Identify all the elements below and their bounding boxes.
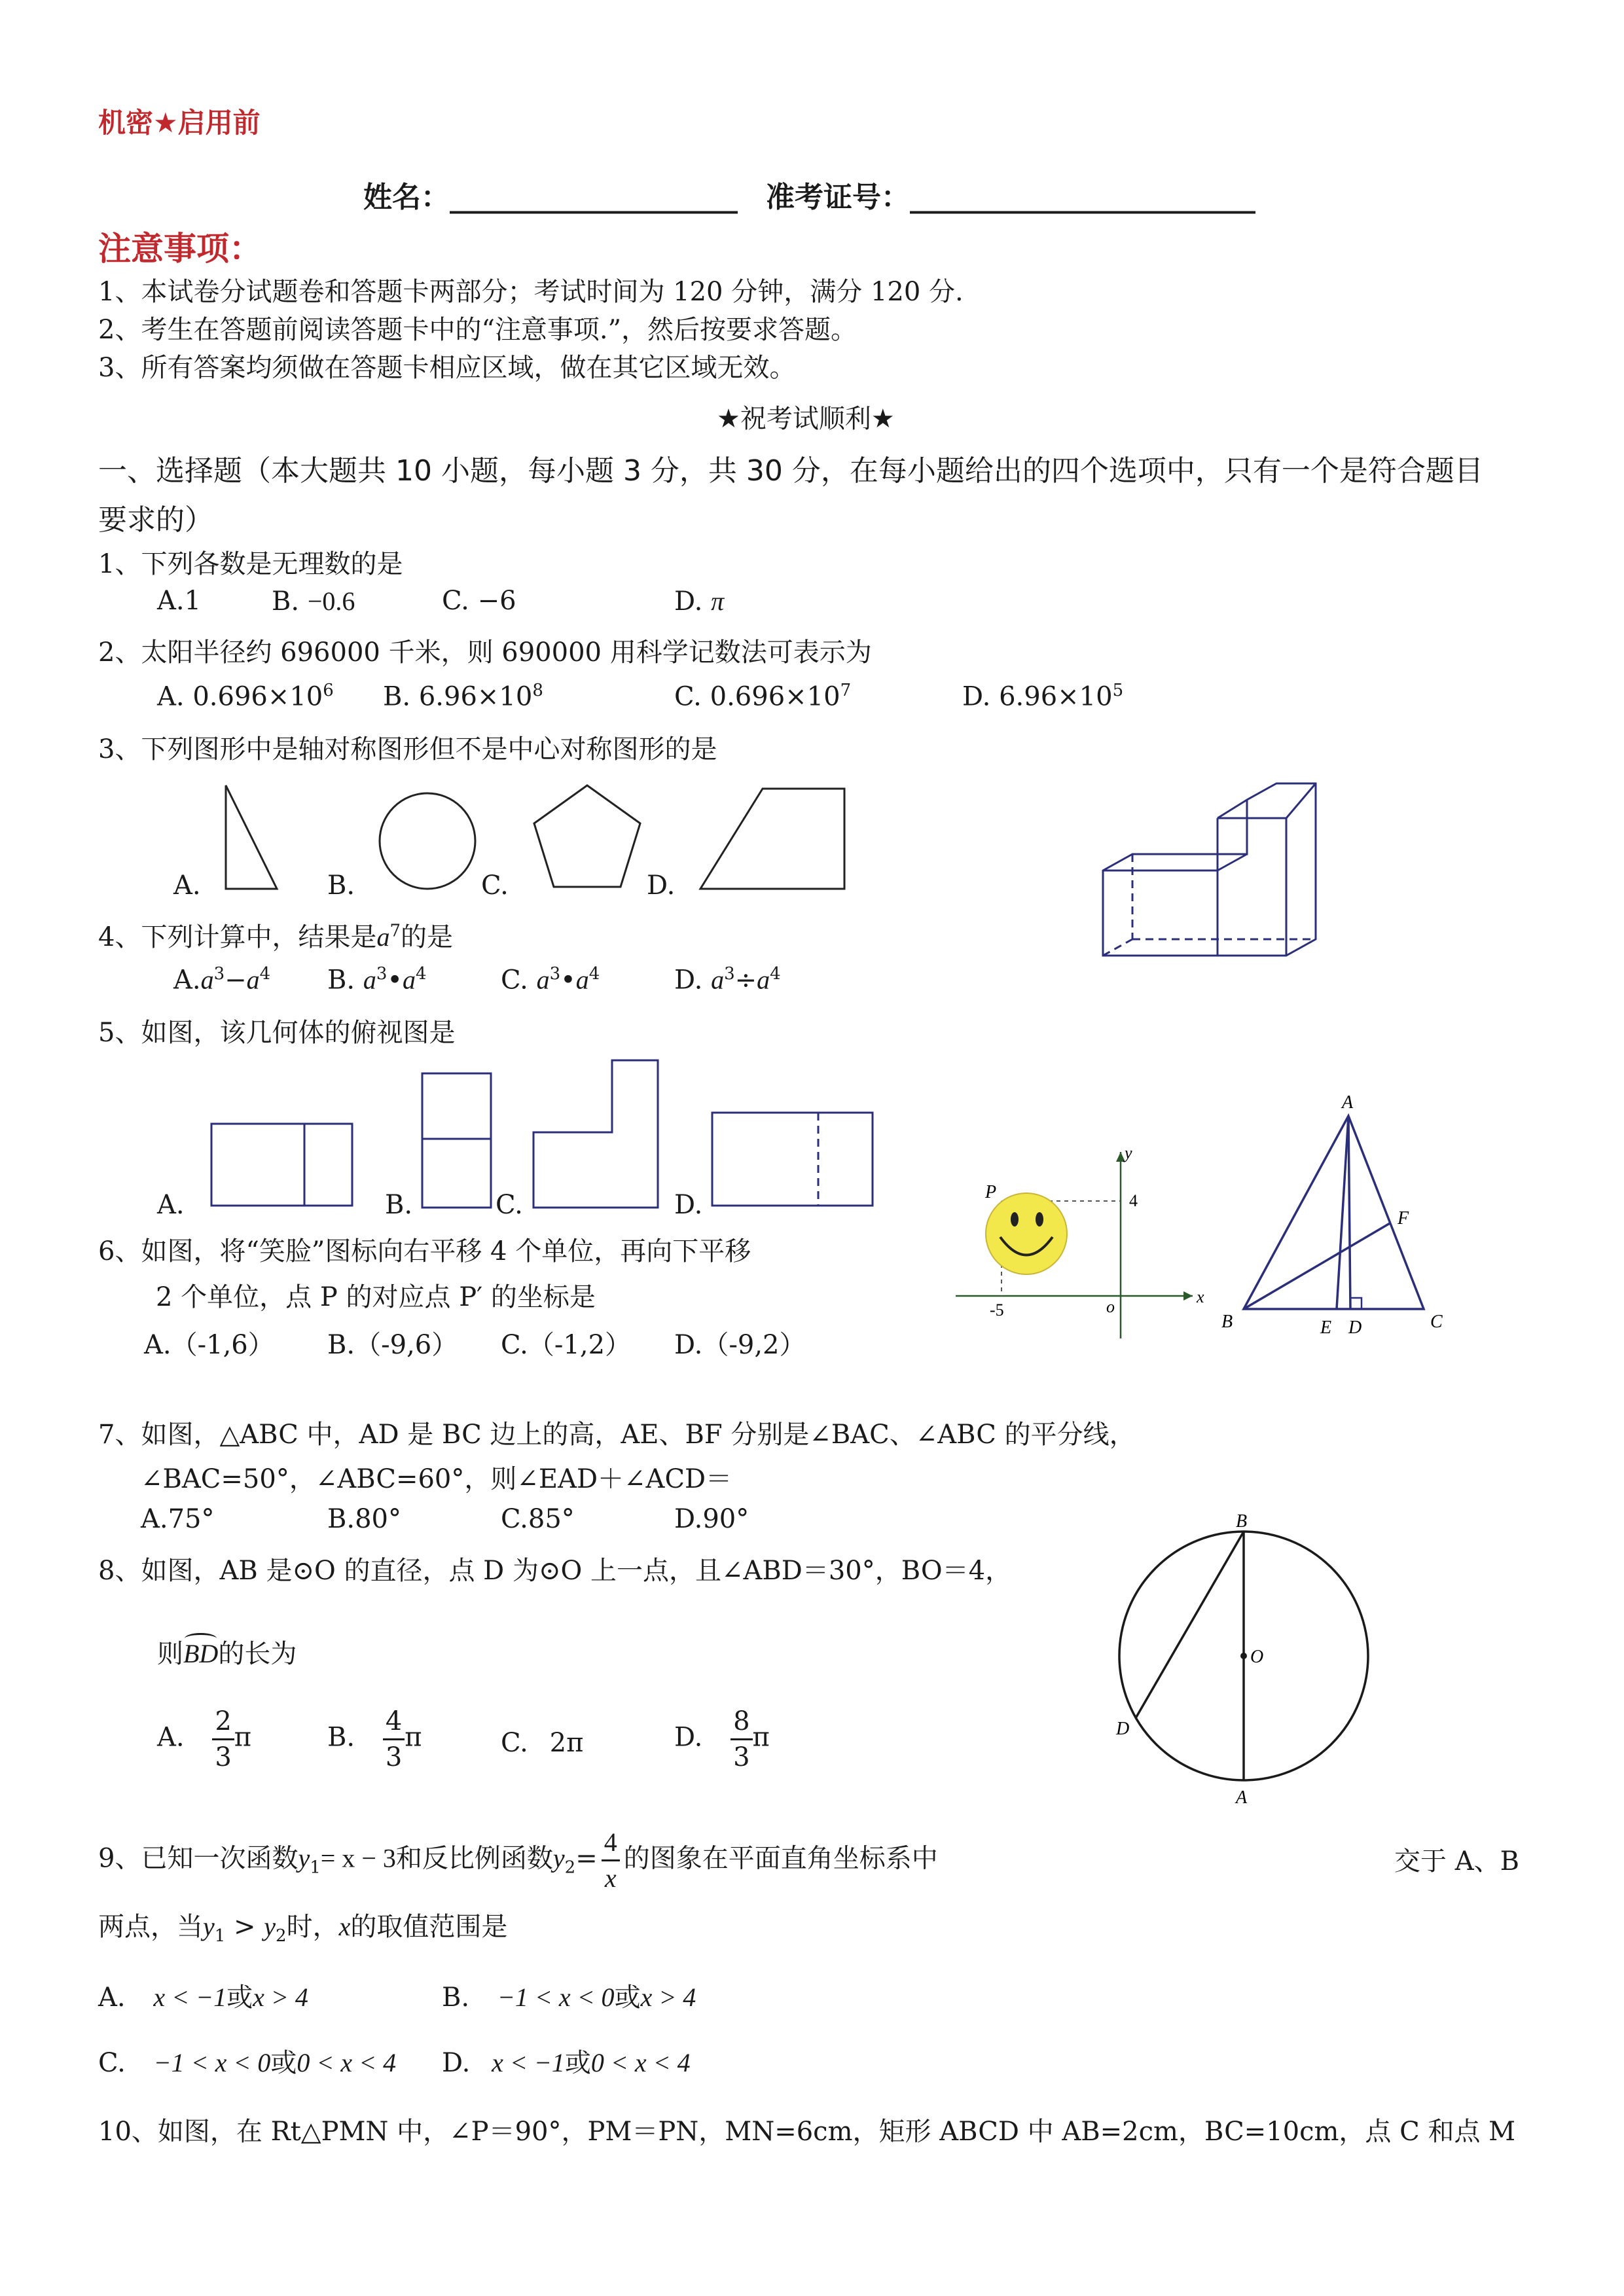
q9-stem-line1: 9、已知一次函数$y_1= x - 3$和反比例函数$y_2=$ $\frac{4}{x}$ 的图象在平面直角坐标系中 — [98, 1827, 938, 1893]
q1-option-a: A.1 — [157, 586, 202, 616]
q6-point-p-label: P — [985, 1182, 997, 1202]
q7-label-d: D — [1348, 1318, 1362, 1338]
exam-id-label: 准考证号： — [766, 181, 910, 214]
q9-option-b: B. −1 < x < 0或x > 4 — [442, 1982, 696, 2013]
q10-stem-line1: 10、如图，在 Rt△PMN 中，∠P＝90°，PM＝PN，MN=6cm，矩形 ABCD 中 AB=2cm，BC=10cm，点 C 和点 M — [98, 2117, 1516, 2147]
q8-option-d: D. $\frac{8}{3}$ π — [674, 1706, 770, 1772]
good-luck-text: ★祝考试顺利★ — [717, 404, 895, 434]
q7-label-a: A — [1342, 1092, 1354, 1113]
q3-pentagon — [534, 785, 640, 887]
q6-option-b: B.（-9,6） — [327, 1330, 458, 1360]
q3-right-triangle — [226, 785, 277, 889]
section-title-line2: 要求的） — [98, 503, 213, 537]
q3-option-d: D. — [647, 870, 676, 901]
notice-title: 注意事项： — [98, 229, 262, 268]
q9-stem-line2: 两点，当$y_1 > y_2$时，x的取值范围是 — [98, 1912, 508, 1946]
q9-option-a: A. x < −1或x > 4 — [98, 1982, 308, 2013]
q6-axis-x-label: x — [1197, 1287, 1204, 1306]
q3-stem: 3、下列图形中是轴对称图形但不是中心对称图形的是 — [98, 734, 717, 764]
q6-option-a: A.（-1,6） — [144, 1330, 274, 1360]
smiley-icon — [986, 1193, 1067, 1274]
q6-stem-line1: 6、如图，将“笑脸”图标向右平移 4 个单位，再向下平移 — [98, 1236, 751, 1266]
q5-option-c: C. — [496, 1190, 523, 1220]
q3-option-a: A. — [173, 870, 201, 901]
q2-option-c: C. $0.696\times 10^7$ — [674, 681, 852, 712]
q9-option-d: D. x < −1或0 < x < 4 — [442, 2048, 691, 2078]
q8-arc-bd: BD — [183, 1633, 218, 1669]
q7-label-f: F — [1398, 1208, 1409, 1229]
q4-option-d: D. $a^3\div a^4$ — [674, 964, 781, 996]
q7-option-c: C.85° — [501, 1504, 575, 1534]
exam-id-blank: ________________________ — [910, 181, 1255, 214]
q7-stem-line1: 7、如图，△ABC 中，AD 是 BC 边上的高，AE、BF 分别是∠BAC、∠ABC 的平分线， — [98, 1420, 1136, 1450]
q6-option-c: C.（-1,2） — [501, 1330, 632, 1360]
q1-stem: 1、下列各数是无理数的是 — [98, 549, 403, 579]
q7-label-b: B — [1221, 1312, 1233, 1332]
q8-center-dot — [1240, 1653, 1247, 1659]
q7-label-c: C — [1430, 1312, 1443, 1332]
q7-label-e: E — [1320, 1318, 1332, 1338]
q5-option-shapes — [211, 1060, 873, 1208]
q8-stem-line2: 则 BD的长为 — [157, 1633, 297, 1670]
q8-label-d: D — [1116, 1719, 1130, 1739]
notice-item-1: 1、本试卷分试题卷和答题卡两部分；考试时间为 120 分钟，满分 120 分. — [98, 277, 964, 307]
q5-solid-figure — [1103, 783, 1316, 956]
q9-option-c: C. −1 < x < 0或0 < x < 4 — [98, 2048, 397, 2078]
q8-label-o: O — [1250, 1647, 1264, 1667]
q7-option-d: D.90° — [674, 1504, 749, 1534]
q4-stem: 4、下列计算中，结果是$a^7$的是 — [98, 921, 453, 952]
q5-option-a: A. — [157, 1190, 185, 1220]
q7-stem-line2: ∠BAC=50°，∠ABC=60°，则∠EAD＋∠ACD＝ — [141, 1464, 732, 1494]
q2-option-a: A. $0.696\times 10^6$ — [157, 681, 334, 712]
name-label: 姓名： — [363, 181, 450, 214]
q7-option-b: B.80° — [327, 1504, 402, 1534]
q4-option-c: C. $a^3•a^4$ — [501, 964, 600, 996]
q6-tick-4: 4 — [1129, 1191, 1138, 1210]
q5-stem: 5、如图，该几何体的俯视图是 — [98, 1018, 456, 1048]
q8-option-a: A. $\frac{2}{3}$ π — [157, 1706, 252, 1772]
q6-origin-label: o — [1106, 1297, 1115, 1316]
section-title-line1: 一、选择题（本大题共 10 小题，每小题 3 分，共 30 分，在每小题给出的四个选项中，只有一个是符合题目 — [98, 454, 1483, 488]
q5-option-b: B. — [385, 1190, 413, 1220]
q1-option-c: C. −6 — [442, 586, 516, 616]
q2-option-b: B. $6.96\times 10^8$ — [383, 681, 543, 712]
q8-stem-line1: 8、如图，AB 是⊙O 的直径，点 D 为⊙O 上一点，且∠ABD＝30°，BO＝4， — [98, 1556, 1012, 1586]
q6-option-d: D.（-9,2） — [674, 1330, 806, 1360]
q8-label-b: B — [1236, 1511, 1248, 1532]
q6-coordinate-figure — [956, 1143, 1204, 1338]
q6-tick-neg5: -5 — [990, 1300, 1004, 1319]
notice-item-3: 3、所有答案均须做在答题卡相应区域，做在其它区域无效。 — [98, 353, 796, 383]
q1-option-b: B. −0.6 — [272, 586, 355, 617]
q6-stem-line2: 2 个单位，点 P 的对应点 P′ 的坐标是 — [156, 1282, 596, 1312]
q3-trapezoid — [700, 789, 844, 889]
q8-option-c: C. 2π — [501, 1728, 584, 1758]
q4-option-a: $A.a^3-a^4$ — [173, 964, 271, 996]
q8-option-b: B. $\frac{4}{3}$ π — [327, 1706, 422, 1772]
q3-option-c: C. — [481, 870, 509, 901]
notice-item-2: 2、考生在答题前阅读答题卡中的“注意事项.”，然后按要求答题。 — [98, 315, 857, 345]
q3-circle — [380, 793, 475, 889]
confidential-label: 机密★启用前 — [98, 107, 261, 139]
q7-triangle-figure — [1244, 1116, 1424, 1309]
q4-option-b: B. $a^3•a^4$ — [327, 964, 427, 996]
q2-stem: 2、太阳半径约 696000 千米，则 690000 用科学记数法可表示为 — [98, 637, 872, 668]
q6-axis-y-label: y — [1125, 1143, 1132, 1162]
q8-label-a: A — [1236, 1787, 1248, 1808]
name-blank: ____________________ — [450, 181, 738, 214]
q3-option-b: B. — [327, 870, 355, 901]
q5-option-d: D. — [674, 1190, 703, 1220]
q9-stem-line1-tail: 交于 A、B — [1394, 1846, 1519, 1876]
q2-option-d: D. $6.96\times 10^5$ — [962, 681, 1124, 712]
q7-option-a: A.75° — [141, 1504, 215, 1534]
q1-option-d: D. π — [674, 586, 725, 617]
